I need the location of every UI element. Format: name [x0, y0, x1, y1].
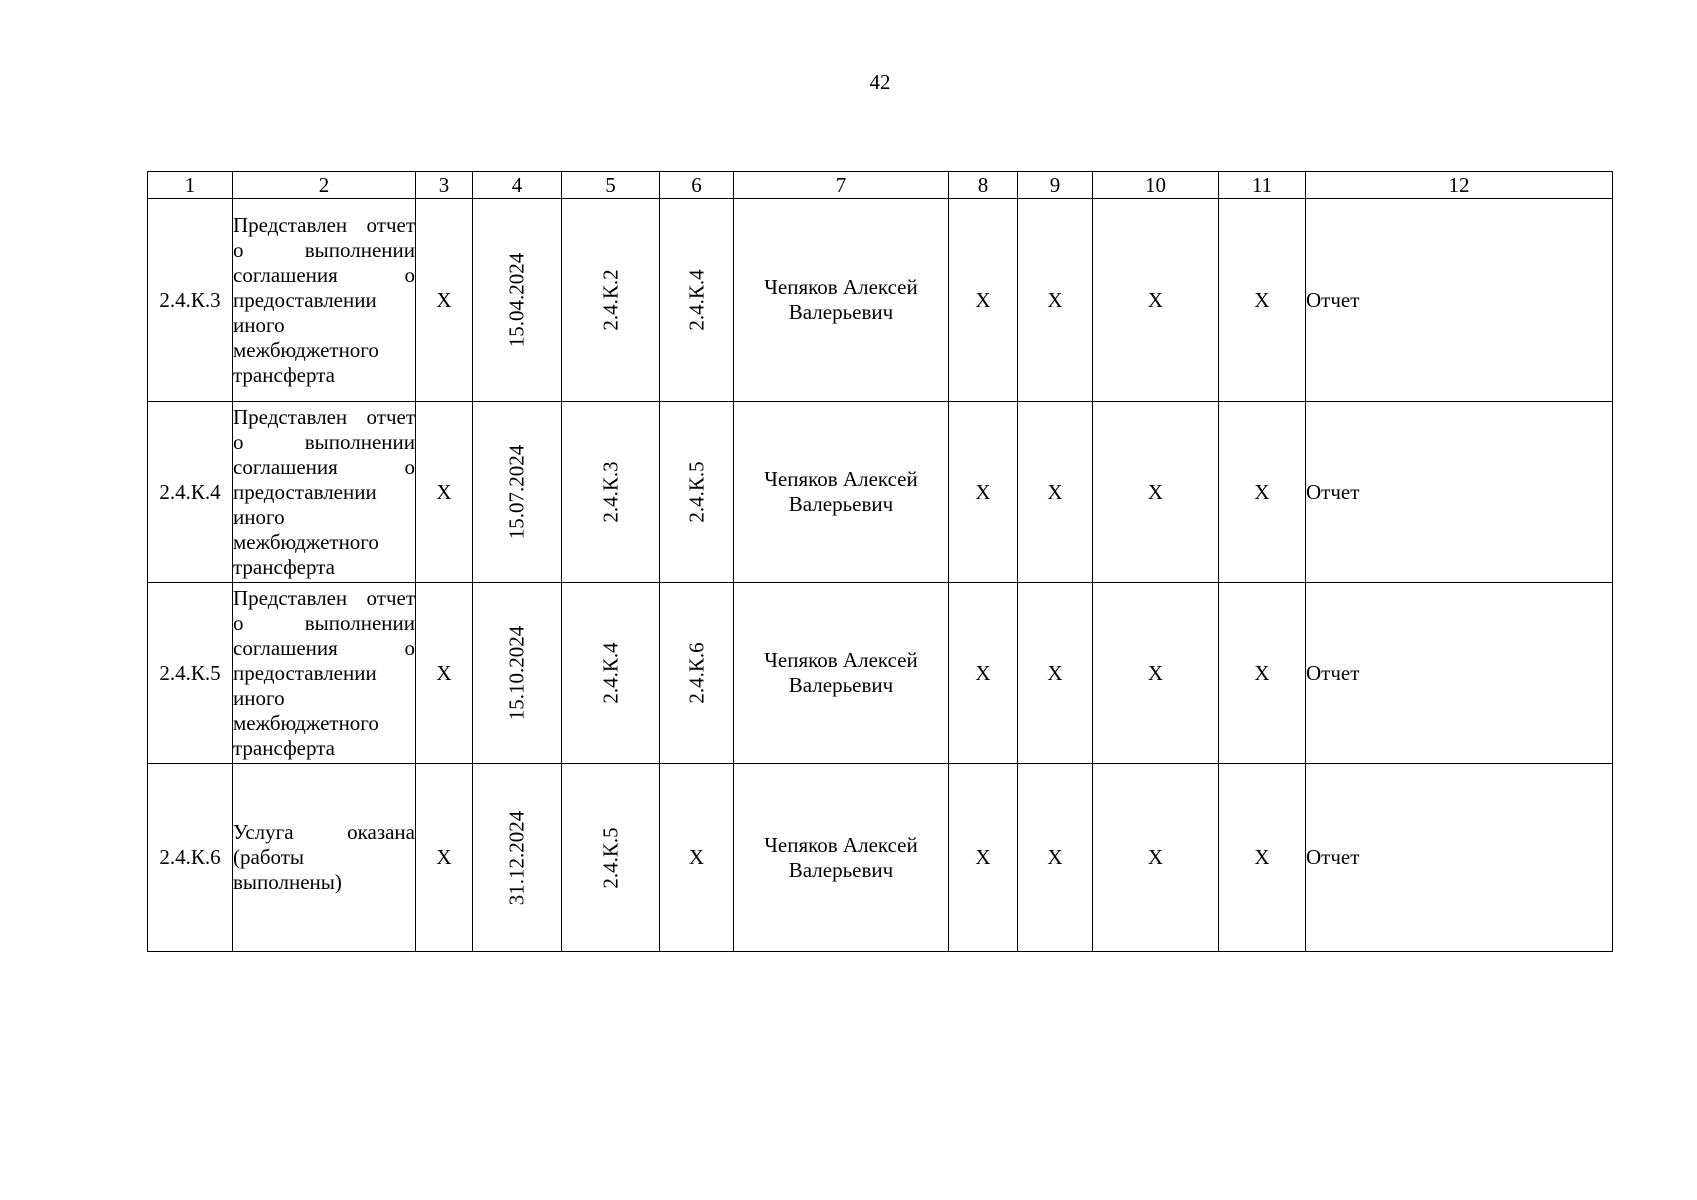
document-type: Отчет: [1306, 199, 1613, 402]
col10-mark: X: [1093, 199, 1219, 402]
successor: [660, 583, 734, 764]
predecessor-text: 2.4.К.3: [598, 461, 622, 523]
col11-mark: X: [1219, 583, 1306, 764]
control-points-table: [147, 171, 1613, 952]
responsible-person: Чепяков Алексей Валерьевич: [734, 764, 949, 952]
due-date: [473, 583, 562, 764]
successor-text: 2.4.К.6: [684, 642, 708, 704]
column-header: 7: [734, 172, 949, 199]
table-row: [148, 583, 1613, 764]
document-type: Отчет: [1306, 764, 1613, 952]
col9-mark: X: [1018, 583, 1093, 764]
due-date-text: 31.12.2024: [504, 810, 529, 905]
col8-mark: X: [949, 764, 1018, 952]
col8-mark: X: [949, 402, 1018, 583]
successor-text: 2.4.К.5: [684, 461, 708, 523]
column-header: 2: [233, 172, 416, 199]
table-row: [148, 764, 1613, 952]
column-header: 6: [660, 172, 734, 199]
col3-mark: X: [416, 764, 473, 952]
responsible-person: Чепяков Алексей Валерьевич: [734, 199, 949, 402]
predecessor: [562, 583, 660, 764]
successor: [660, 199, 734, 402]
row-id: 2.4.К.6: [148, 764, 233, 952]
due-date-text: 15.10.2024: [504, 625, 529, 721]
row-description: Представлен отчет о выполнении соглашения о предоставлении иного межбюджетного трансферта: [233, 402, 416, 583]
table-header-row: [148, 172, 1613, 199]
row-id: 2.4.К.4: [148, 402, 233, 583]
page-number: 42: [869, 70, 891, 94]
table-row: [148, 402, 1613, 583]
predecessor: [562, 199, 660, 402]
column-header: 4: [473, 172, 562, 199]
col11-mark: X: [1219, 764, 1306, 952]
due-date-text: 15.04.2024: [504, 252, 529, 348]
document-type: Отчет: [1306, 583, 1613, 764]
row-description: Услуга оказана (работы выполнены): [233, 764, 416, 952]
successor: [660, 402, 734, 583]
predecessor-text: 2.4.К.4: [598, 642, 622, 704]
col3-mark: X: [416, 402, 473, 583]
responsible-person: Чепяков Алексей Валерьевич: [734, 583, 949, 764]
col10-mark: X: [1093, 402, 1219, 583]
responsible-person: Чепяков Алексей Валерьевич: [734, 402, 949, 583]
due-date-text: 15.07.2024: [504, 444, 529, 540]
column-header: 1: [148, 172, 233, 199]
col10-mark: X: [1093, 583, 1219, 764]
col9-mark: X: [1018, 402, 1093, 583]
predecessor-text: 2.4.К.2: [598, 269, 622, 331]
col11-mark: X: [1219, 199, 1306, 402]
column-header: 12: [1306, 172, 1613, 199]
table-row: [148, 199, 1613, 402]
predecessor: [562, 402, 660, 583]
col9-mark: X: [1018, 764, 1093, 952]
row-description: Представлен отчет о выполнении соглашения о предоставлении иного межбюджетного трансферта: [233, 199, 416, 402]
col8-mark: X: [949, 583, 1018, 764]
row-id: 2.4.К.3: [148, 199, 233, 402]
col11-mark: X: [1219, 402, 1306, 583]
due-date: [473, 199, 562, 402]
predecessor-text: 2.4.К.5: [598, 826, 622, 889]
col8-mark: X: [949, 199, 1018, 402]
col3-mark: X: [416, 199, 473, 402]
column-header: 5: [562, 172, 660, 199]
successor: X: [660, 764, 734, 952]
column-header: 10: [1093, 172, 1219, 199]
column-header: 11: [1219, 172, 1306, 199]
document-type: Отчет: [1306, 402, 1613, 583]
column-header: 9: [1018, 172, 1093, 199]
col9-mark: X: [1018, 199, 1093, 402]
due-date: [473, 402, 562, 583]
column-header: 8: [949, 172, 1018, 199]
row-id: 2.4.К.5: [148, 583, 233, 764]
row-description: Представлен отчет о выполнении соглашения о предоставлении иного межбюджетного трансферта: [233, 583, 416, 764]
predecessor: [562, 764, 660, 952]
due-date: [473, 764, 562, 952]
successor-text: 2.4.К.4: [684, 269, 708, 331]
col3-mark: X: [416, 583, 473, 764]
col10-mark: X: [1093, 764, 1219, 952]
column-header: 3: [416, 172, 473, 199]
